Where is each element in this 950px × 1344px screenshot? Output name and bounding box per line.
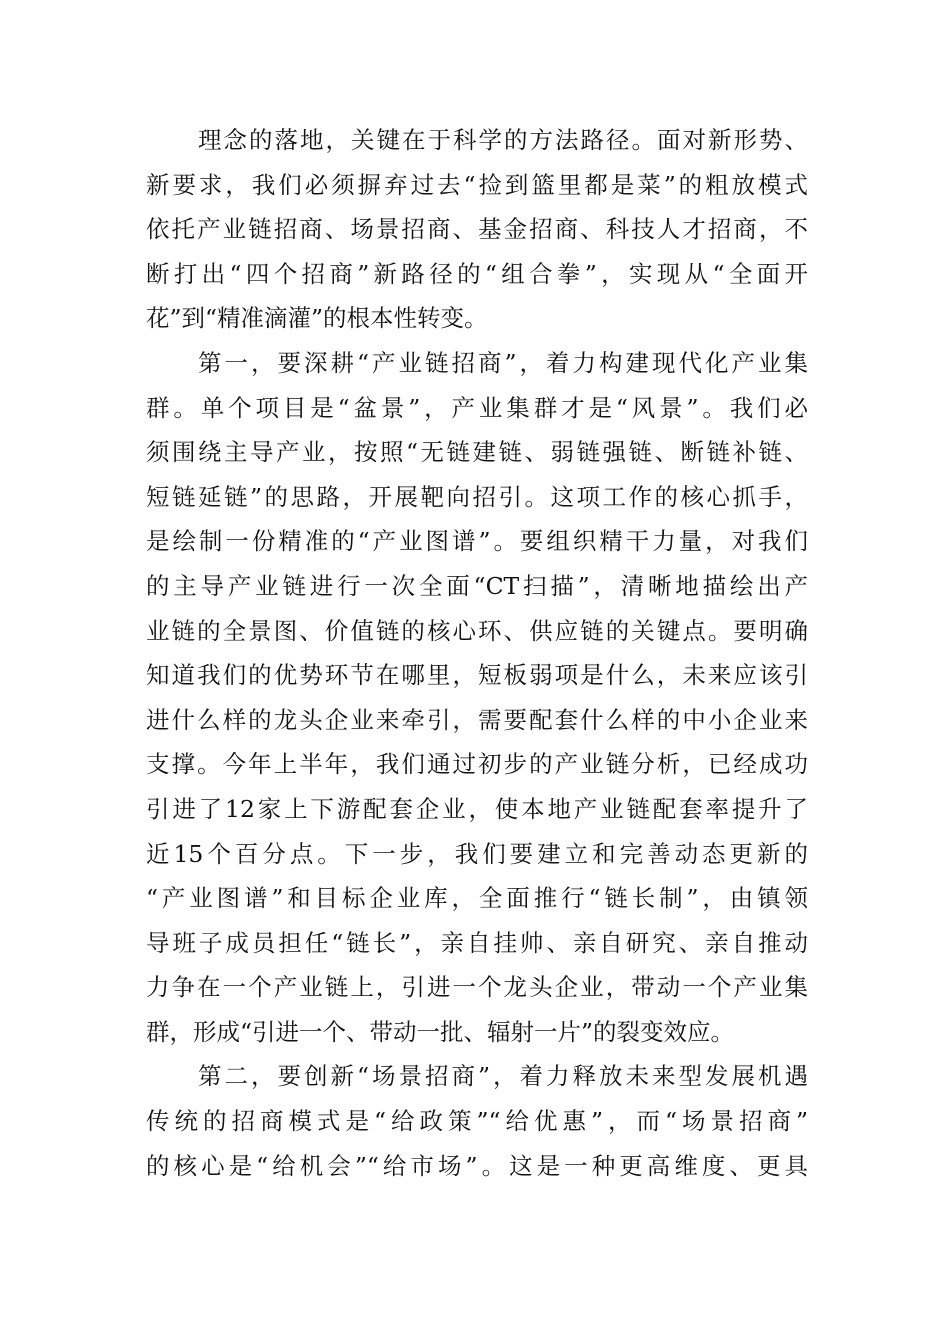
text-line: 导班子成员担任“链长”，亲自挂帅、亲自研究、亲自推动 xyxy=(146,928,808,957)
text-line: 进什么样的龙头企业来牵引，需要配套什么样的中小企业来 xyxy=(146,705,808,734)
text-line: 群，形成“引进一个、带动一批、辐射一片”的裂变效应。 xyxy=(146,1017,735,1046)
text-line: 力争在一个产业链上，引进一个龙头企业，带动一个产业集 xyxy=(146,973,808,1002)
text-line: 须围绕主导产业，按照“无链建链、弱链强链、断链补链、 xyxy=(146,438,808,467)
text-line: 的主导产业链进行一次全面“CT扫描”，清晰地描绘出产 xyxy=(146,571,808,600)
text-line: “产业图谱”和目标企业库，全面推行“链长制”，由镇领 xyxy=(146,884,808,913)
text-line: 新要求，我们必须摒弃过去“捡到篮里都是菜”的粗放模式 xyxy=(146,170,808,199)
text-line: 支撑。今年上半年，我们通过初步的产业链分析，已经成功 xyxy=(146,750,808,779)
text-line: 的核心是“给机会”“给市场”。这是一种更高维度、更具 xyxy=(146,1151,808,1180)
text-line: 知道我们的优势环节在哪里，短板弱项是什么，未来应该引 xyxy=(146,661,808,690)
text-line: 短链延链”的思路，开展靶向招引。这项工作的核心抓手， xyxy=(146,482,808,511)
text-line: 花”到“精准滴灌”的根本性转变。 xyxy=(146,304,488,333)
text-line: 理念的落地，关键在于科学的方法路径。面对新形势、 xyxy=(198,126,808,154)
text-line: 依托产业链招商、场景招商、基金招商、科技人才招商，不 xyxy=(146,215,808,244)
text-line: 群。单个项目是“盆景”，产业集群才是“风景”。我们必 xyxy=(146,393,808,422)
text-line: 传统的招商模式是“给政策”“给优惠”，而“场景招商” xyxy=(146,1107,808,1136)
text-line: 业链的全景图、价值链的核心环、供应链的关键点。要明确 xyxy=(146,616,808,645)
text-line: 是绘制一份精准的“产业图谱”。要组织精干力量，对我们 xyxy=(146,527,808,556)
text-line: 第二，要创新“场景招商”，着力释放未来型发展机遇 xyxy=(198,1062,808,1091)
text-line: 断打出“四个招商”新路径的“组合拳”，实现从“全面开 xyxy=(146,259,808,288)
text-line: 第一，要深耕“产业链招商”，着力构建现代化产业集 xyxy=(198,348,808,377)
text-line: 引进了12家上下游配套企业，使本地产业链配套率提升了 xyxy=(146,794,808,823)
text-line: 近15个百分点。下一步，我们要建立和完善动态更新的 xyxy=(146,839,808,868)
body-text xyxy=(146,118,808,1188)
